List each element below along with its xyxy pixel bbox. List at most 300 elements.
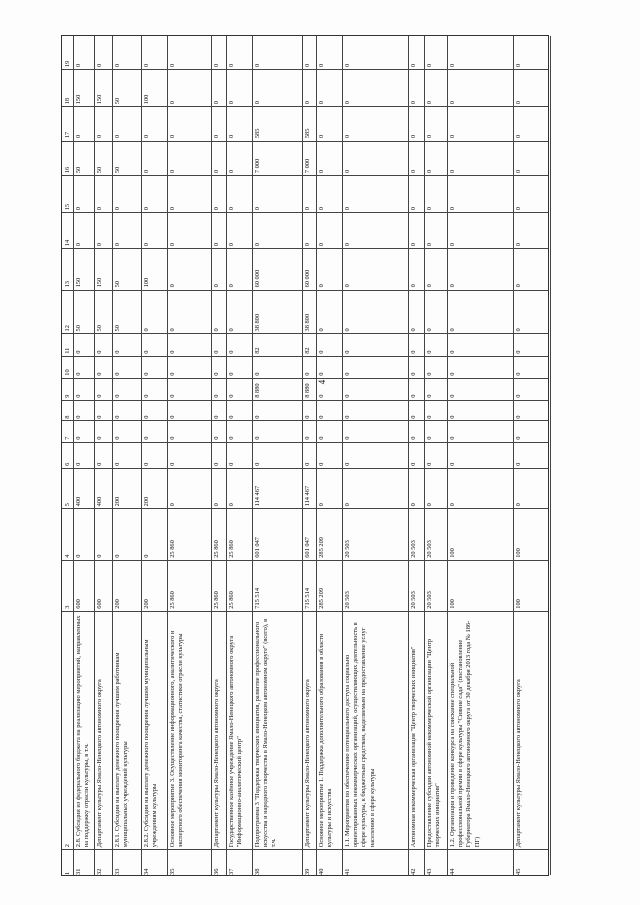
table-cell-text: 100: [448, 548, 456, 559]
table-cell: [112, 442, 141, 468]
table-cell: [316, 36, 342, 69]
table-cell-text: 0: [74, 394, 82, 398]
table-cell-text: 0: [113, 554, 121, 559]
table-cell: [94, 141, 112, 175]
table-cell-text: 20 503: [409, 540, 417, 559]
table-cell: [73, 378, 94, 400]
table-cell: [226, 442, 252, 468]
table-cell-text: 0: [169, 394, 177, 398]
table-cell: [513, 420, 550, 442]
table-cell: [226, 212, 252, 248]
column-number-text: 12: [64, 324, 71, 332]
table-cell-text: 601 047: [254, 537, 262, 559]
table-cell: [408, 420, 424, 442]
table-cell-text: 0: [425, 206, 433, 211]
table-cell-text: 0: [515, 284, 523, 288]
table-cell: [513, 333, 550, 356]
table-cell-text: 0: [409, 372, 417, 376]
row-description: [316, 611, 342, 849]
table-cell: [226, 141, 252, 175]
table-cell-text: 0: [169, 372, 177, 376]
table-cell: [302, 400, 316, 421]
table-cell: [252, 36, 302, 69]
table-cell: [211, 400, 226, 421]
table-cell-text: 0: [318, 243, 326, 247]
table-cell-text: 0: [318, 462, 326, 466]
column-number: [62, 560, 73, 611]
table-cell-text: 0: [409, 63, 417, 68]
table-cell-text: 0: [74, 63, 82, 68]
table-cell-text: 0: [448, 372, 456, 376]
table-cell: [342, 400, 407, 421]
table-cell-text: 0: [448, 350, 456, 355]
table-cell-text: 41: [344, 868, 352, 875]
table-cell: [211, 141, 226, 175]
table-cell-text: 0: [169, 169, 177, 173]
table-cell: [513, 508, 550, 560]
table-cell-text: 31: [74, 868, 82, 875]
table-cell-text: 0: [304, 462, 312, 466]
table-cell: [342, 141, 407, 175]
table-cell: [211, 378, 226, 400]
table-cell-text: 400: [95, 496, 103, 507]
table-cell: [94, 442, 112, 468]
table-cell-text: 0: [344, 135, 352, 139]
table-cell: [141, 175, 167, 212]
table-cell-text: 50: [74, 324, 82, 332]
column-number-text: 18: [64, 98, 71, 105]
table-cell: [167, 290, 210, 334]
table-cell-text: 0: [113, 63, 121, 68]
row-description-text: Подпрограмма 3 "Поддержка творческих инициатив, развитие профессионального искусства и народного творчества в Ямало-Ненецком автономном округе" (всего), в т.ч.: [254, 618, 278, 848]
table-cell-text: 0: [169, 503, 177, 507]
table-cell-text: 0: [169, 462, 177, 466]
row-divider: [550, 36, 551, 875]
row-description-text: 1.2. Организация и проведение конкурса на соискание специальной профессиональной премии в сфере культуры "Сияние сада" (постановление Губернатора Ямало-Ненецкого автономного округа от 30 декабря 2013 года № 186-ПГ): [448, 620, 481, 848]
table-cell: [424, 468, 447, 508]
table-cell: [94, 69, 112, 106]
table-cell-text: 82: [304, 347, 312, 355]
table-cell-text: 44: [448, 868, 456, 875]
table-cell-text: 0: [425, 350, 433, 355]
column-number: [62, 356, 73, 378]
table-cell-text: 0: [254, 436, 262, 440]
table-cell-text: 100: [515, 548, 523, 559]
table-cell-text: 0: [409, 350, 417, 355]
table-cell-text: 0: [143, 135, 151, 139]
column-number: [62, 849, 73, 877]
table-cell-text: 0: [409, 135, 417, 139]
table-cell-text: 0: [409, 101, 417, 105]
table-cell-text: 39: [304, 868, 312, 875]
table-cell: [316, 248, 342, 289]
table-cell: [447, 849, 513, 877]
table-cell-text: 50: [113, 324, 121, 332]
table-cell: [408, 400, 424, 421]
table-cell-text: 50: [95, 324, 103, 332]
table-cell-text: 0: [425, 63, 433, 68]
table-cell-text: 0: [169, 350, 177, 355]
table-cell-text: 43: [425, 868, 433, 875]
table-cell-text: 585: [304, 129, 312, 139]
table-cell: [302, 560, 316, 611]
table-cell: [112, 356, 141, 378]
table-cell: [252, 106, 302, 140]
table-cell: [447, 212, 513, 248]
table-cell: [252, 849, 302, 877]
table-cell: [141, 69, 167, 106]
row-description: [513, 611, 550, 849]
table-cell-text: 0: [169, 328, 177, 332]
table-cell-text: 0: [143, 328, 151, 332]
table-cell-text: 0: [318, 350, 326, 355]
table-cell: [513, 141, 550, 175]
table-cell: [424, 849, 447, 877]
table-cell: [252, 356, 302, 378]
column-number: [62, 420, 73, 442]
table-cell-text: 60 000: [254, 270, 262, 288]
table-cell-text: 38 800: [254, 313, 262, 332]
table-cell-text: 0: [515, 350, 523, 355]
table-cell: [302, 849, 316, 877]
table-cell-text: 25 860: [169, 591, 177, 609]
table-cell-text: 0: [344, 415, 352, 419]
table-cell-text: 0: [143, 206, 151, 211]
table-cell: [141, 290, 167, 334]
table-cell: [316, 212, 342, 248]
table-cell: [252, 290, 302, 334]
table-cell: [447, 141, 513, 175]
column-number: [62, 36, 73, 69]
table-cell: [141, 141, 167, 175]
table-cell-text: 0: [113, 394, 121, 398]
table-cell-text: 0: [318, 394, 326, 398]
table-cell-text: 0: [228, 436, 236, 440]
table-cell-text: 0: [425, 101, 433, 105]
table-cell-text: 100: [515, 599, 523, 609]
column-number-text: 3: [64, 605, 71, 609]
table-cell: [73, 106, 94, 140]
table-cell-text: 0: [212, 243, 220, 247]
table-cell: [447, 378, 513, 400]
table-cell: [73, 333, 94, 356]
table-cell-text: 0: [515, 462, 523, 466]
table-cell: [73, 175, 94, 212]
table-cell: [342, 356, 407, 378]
table-cell-text: 0: [113, 243, 121, 247]
table-cell: [94, 378, 112, 400]
table-cell-text: 0: [318, 101, 326, 105]
table-cell: [112, 400, 141, 421]
table-cell: [424, 290, 447, 334]
table-cell-text: 0: [228, 63, 236, 68]
table-cell: [447, 175, 513, 212]
table-cell: [226, 356, 252, 378]
table-cell-text: 0: [228, 394, 236, 398]
table-cell: [73, 36, 94, 69]
table-cell-text: 0: [515, 394, 523, 398]
table-cell-text: 32: [95, 868, 103, 875]
table-cell-text: 200: [143, 599, 151, 609]
table-cell: [408, 560, 424, 611]
table-cell-text: 25 860: [212, 540, 220, 559]
table-cell-text: 25 860: [228, 591, 236, 609]
table-cell: [316, 560, 342, 611]
table-cell: [316, 468, 342, 508]
table-cell-text: 40: [318, 868, 326, 875]
table-cell: [112, 290, 141, 334]
table-cell: [252, 333, 302, 356]
table-cell-text: 0: [254, 206, 262, 211]
table-cell: [408, 290, 424, 334]
table-cell-text: 0: [425, 462, 433, 466]
table-cell: [513, 442, 550, 468]
table-cell-text: 0: [318, 436, 326, 440]
table-cell: [513, 175, 550, 212]
table-cell-text: 100: [143, 278, 151, 288]
table-cell-text: 0: [74, 462, 82, 466]
table-cell: [94, 175, 112, 212]
table-cell-text: 0: [113, 372, 121, 376]
table-cell: [342, 508, 407, 560]
table-cell: [408, 378, 424, 400]
column-number-text: 7: [64, 436, 71, 440]
table-cell: [94, 849, 112, 877]
row-description: [447, 611, 513, 849]
table-cell: [408, 175, 424, 212]
table-cell-text: 0: [344, 284, 352, 288]
table-cell-text: 0: [409, 462, 417, 466]
table-cell: [94, 420, 112, 442]
table-cell: [302, 508, 316, 560]
table-cell-text: 715 514: [254, 588, 262, 609]
table-cell-text: 0: [515, 243, 523, 247]
table-cell: [167, 420, 210, 442]
table-cell-text: 0: [212, 350, 220, 355]
table-cell: [112, 212, 141, 248]
table-cell-text: 0: [212, 135, 220, 139]
table-cell: [112, 69, 141, 106]
table-cell-text: 20 503: [425, 540, 433, 559]
row-description-text: 2.8. Субсидии из федерального бюджета на реализацию мероприятий, направленных на поддержку отрасли культуры, в т.ч.: [74, 615, 91, 848]
table-cell-text: 0: [344, 436, 352, 440]
page-number: 4: [317, 379, 327, 385]
row-description-text: Департамент культуры Ямало-Ненецкого автономного округа: [515, 679, 523, 848]
table-cell-text: 0: [409, 415, 417, 419]
table-cell: [211, 560, 226, 611]
table-cell: [112, 849, 141, 877]
table-cell: [316, 378, 342, 400]
table-cell: [94, 36, 112, 69]
table-cell: [424, 356, 447, 378]
table-cell: [302, 290, 316, 334]
table-cell-text: 38 800: [304, 313, 312, 332]
table-cell-text: 0: [143, 350, 151, 355]
column-number: [62, 442, 73, 468]
table-cell-text: 0: [318, 206, 326, 211]
table-cell-text: 0: [425, 169, 433, 173]
table-cell-text: 0: [212, 394, 220, 398]
column-number-text: 17: [64, 132, 71, 139]
table-cell: [73, 356, 94, 378]
table-cell: [408, 849, 424, 877]
row-description: [408, 611, 424, 849]
table-cell-text: 200: [113, 599, 121, 609]
column-number-text: 8: [64, 415, 71, 419]
table-cell-text: 0: [74, 206, 82, 211]
table-cell-text: 60 000: [304, 270, 312, 288]
table-cell-text: 0: [318, 503, 326, 507]
table-cell-text: 8 880: [254, 383, 262, 398]
table-cell-text: 50: [113, 281, 121, 288]
table-cell: [211, 333, 226, 356]
table-cell: [226, 468, 252, 508]
table-cell: [94, 248, 112, 289]
table-cell: [94, 106, 112, 140]
table-cell: [211, 420, 226, 442]
table-cell: [408, 248, 424, 289]
table-cell-text: 0: [318, 63, 326, 68]
table-cell: [252, 508, 302, 560]
table-cell: [424, 248, 447, 289]
column-number-text: 14: [64, 239, 71, 247]
table-cell-text: 114 467: [254, 485, 262, 507]
table-cell: [408, 212, 424, 248]
table-cell-text: 0: [304, 206, 312, 211]
table-cell-text: 0: [95, 394, 103, 398]
table-cell: [73, 468, 94, 508]
table-cell-text: 20 503: [409, 591, 417, 609]
table-cell-text: 0: [254, 462, 262, 466]
table-cell: [226, 248, 252, 289]
table-cell-text: 0: [212, 206, 220, 211]
budget-table: [61, 35, 549, 876]
table-cell: [513, 69, 550, 106]
table-cell: [252, 400, 302, 421]
table-cell: [408, 36, 424, 69]
table-cell-text: 37: [228, 868, 236, 875]
table-cell: [141, 212, 167, 248]
table-cell-text: 200: [143, 496, 151, 507]
table-cell: [447, 248, 513, 289]
table-cell: [94, 333, 112, 356]
table-cell-text: 0: [143, 436, 151, 440]
table-cell: [211, 508, 226, 560]
table-cell: [141, 400, 167, 421]
table-cell-text: 0: [212, 101, 220, 105]
table-cell: [342, 69, 407, 106]
table-cell: [141, 560, 167, 611]
table-cell: [316, 508, 342, 560]
table-cell: [408, 356, 424, 378]
table-cell-text: 38: [254, 868, 262, 875]
table-cell-text: 0: [304, 372, 312, 376]
table-cell-text: 82: [254, 347, 262, 355]
table-cell-text: 20 503: [425, 591, 433, 609]
table-cell: [408, 508, 424, 560]
table-cell-text: 0: [304, 436, 312, 440]
table-cell: [73, 141, 94, 175]
table-cell-text: 0: [212, 372, 220, 376]
column-number: [62, 611, 73, 849]
table-cell: [424, 175, 447, 212]
table-cell-text: 0: [169, 284, 177, 288]
table-cell-text: 0: [304, 63, 312, 68]
table-cell-text: 0: [409, 503, 417, 507]
table-cell: [167, 106, 210, 140]
table-cell: [302, 36, 316, 69]
table-cell-text: 114 467: [304, 485, 312, 507]
table-cell-text: 100: [143, 94, 151, 105]
table-cell: [252, 69, 302, 106]
table-cell-text: 0: [95, 554, 103, 559]
row-description-text: Предоставление субсидии автономной некоммерческой организации "Центр творческих инициатив": [425, 638, 442, 848]
table-cell: [316, 356, 342, 378]
table-cell-text: 0: [318, 169, 326, 173]
table-cell: [513, 400, 550, 421]
table-cell-text: 0: [95, 350, 103, 355]
column-number-text: 2: [64, 843, 71, 848]
table-cell-text: 0: [425, 503, 433, 507]
table-cell: [302, 69, 316, 106]
table-cell: [513, 106, 550, 140]
table-cell-text: 0: [212, 436, 220, 440]
row-description-text: 2.8.2. Субсидии на выплату денежного поощрения лучшим муниципальным учреждениям культуры: [143, 639, 159, 848]
table-cell: [513, 849, 550, 877]
table-cell-text: 7 000: [254, 158, 262, 173]
table-cell: [112, 248, 141, 289]
table-cell-text: 0: [113, 135, 121, 139]
table-cell: [73, 508, 94, 560]
table-cell: [252, 248, 302, 289]
table-cell: [316, 400, 342, 421]
table-cell-text: 0: [228, 462, 236, 466]
table-cell: [226, 175, 252, 212]
table-cell-text: 0: [344, 101, 352, 105]
table-cell-text: 0: [344, 169, 352, 173]
table-cell-text: 0: [448, 436, 456, 440]
table-cell-text: 0: [409, 394, 417, 398]
table-cell-text: 7 000: [304, 158, 312, 173]
table-cell: [73, 248, 94, 289]
table-cell: [94, 290, 112, 334]
column-number: [62, 248, 73, 289]
table-cell: [316, 333, 342, 356]
table-cell: [211, 212, 226, 248]
table-cell: [302, 106, 316, 140]
column-number: [62, 69, 73, 106]
table-cell-text: 0: [409, 284, 417, 288]
table-cell: [447, 400, 513, 421]
row-description: [211, 611, 226, 849]
row-description-text: 1.1. Мероприятия по обеспечению потенциального доступа социально ориентированных некоммерческих организаций, осуществляющих деятельность в сфере культуры, к бюджетным средствам, выделяемым на предоставление услуг населению в сфере культуры: [344, 622, 377, 848]
table-cell: [342, 212, 407, 248]
table-cell: [141, 36, 167, 69]
row-description-text: Автономная некоммерческая организация "Центр творческих инициатив": [409, 646, 417, 848]
table-cell: [94, 400, 112, 421]
table-cell: [211, 290, 226, 334]
table-cell: [211, 106, 226, 140]
table-cell-text: 0: [304, 243, 312, 247]
table-cell: [424, 420, 447, 442]
table-cell: [302, 333, 316, 356]
table-cell-text: 0: [228, 101, 236, 105]
table-cell: [141, 468, 167, 508]
column-number: [62, 508, 73, 560]
column-number-text: 1: [64, 871, 71, 875]
table-cell-text: 0: [448, 328, 456, 332]
table-cell: [302, 175, 316, 212]
